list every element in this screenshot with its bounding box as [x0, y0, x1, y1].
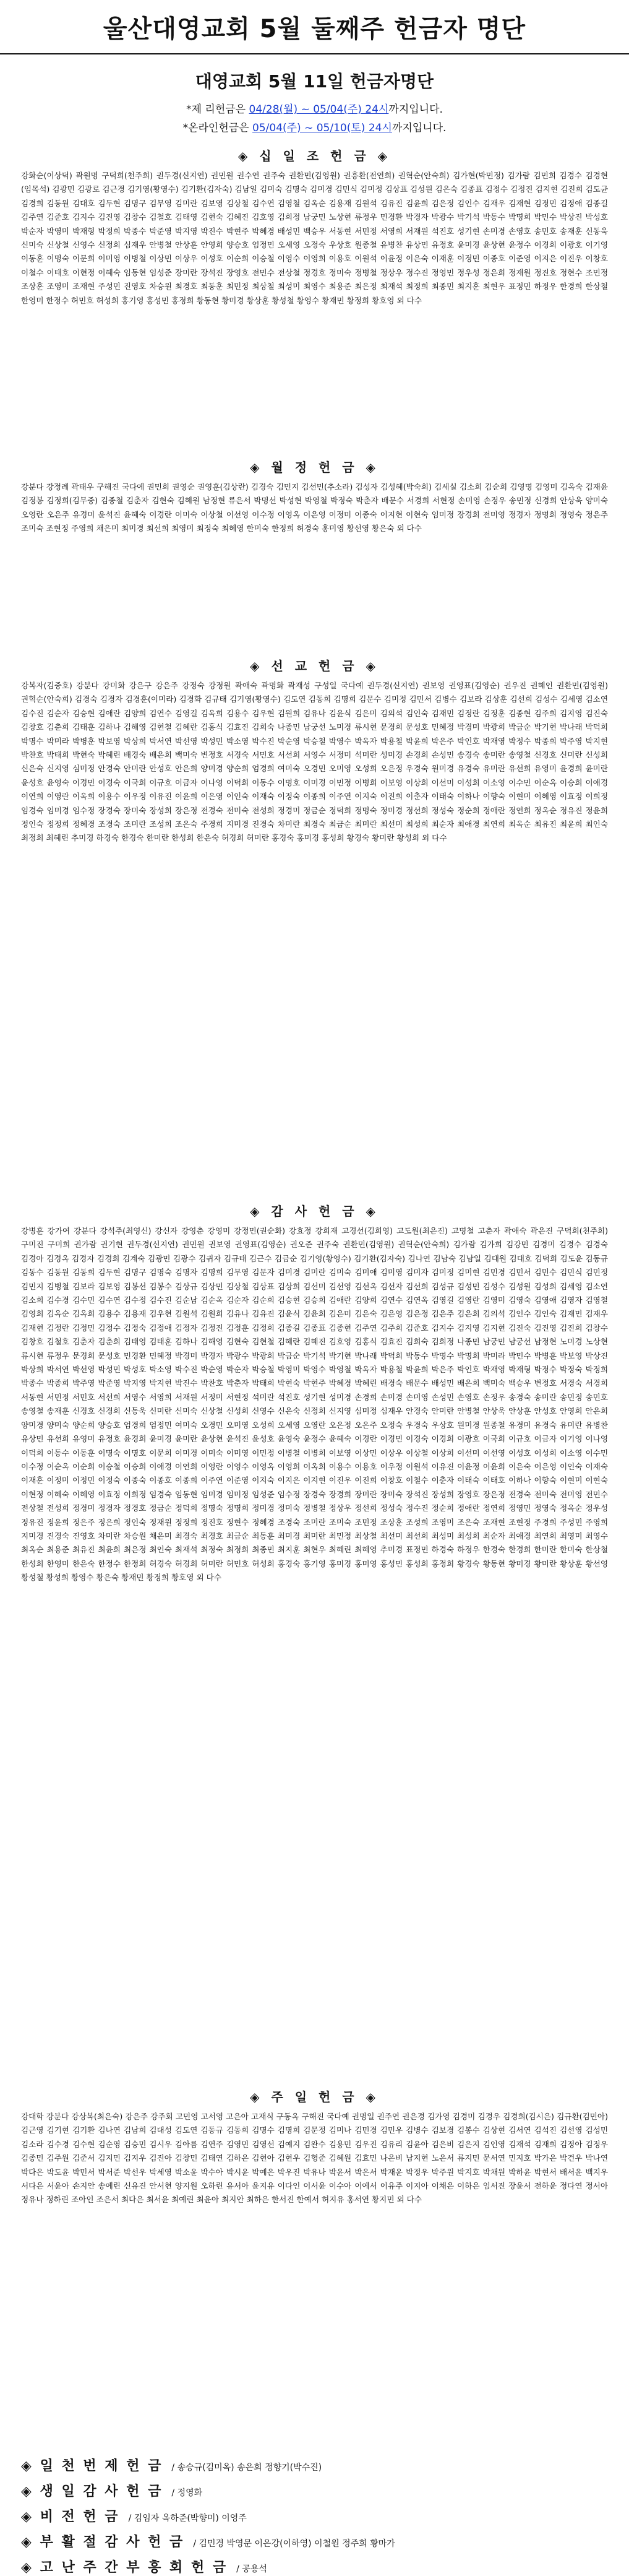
notice-online [21, 119, 608, 137]
extra-offering-row [21, 2455, 608, 2474]
section-heading: ◈ 감 사 헌 금 ◈ [250, 1204, 379, 1219]
extra-offering-row [21, 2557, 608, 2576]
notice-offering [21, 100, 608, 119]
extra-offering-label: ◈ 일 천 번 제 헌 금 [21, 2458, 163, 2474]
notice-suffix: 까지입니다. [392, 122, 447, 134]
special-offerings [21, 2455, 608, 2576]
section-heading: ◈ 선 교 헌 금 ◈ [250, 659, 379, 673]
section-heading: ◈ 십 일 조 헌 금 ◈ [237, 149, 392, 163]
extra-offering-row [21, 2506, 608, 2525]
notice-suffix: 까지입니다. [388, 103, 443, 116]
extra-offering-names: / 송승규(김미옥) 송은회 정향기(박수진) [171, 2463, 322, 2473]
donor-name-list: 강병훈 강가여 강분다 강석주(최영신) 강신자 강영춘 강영미 강정민(권순화) 강효정 강희재 고경선(김희영) 고도원(최은진) 고명철 고춘자 곽애숙 곽은진 구덕희(천주희) 구미진 구미희 권가람 권기현 권두경(신지연) 권민원 권보영 권영표(김영순) 권오준 권주숙 권환민(김영원) 권혁순(안숙희) 김가람 김가희 김강민 김경미 김경수 김경숙 김경아 김경옥 김경자 김경희 김계숙 김광민 김광수 김귀자 김규태 김근수 김금순 김기영(황영수) 김기환(김자숙) 김나연 김남숙 김남일 김대원 김대호 김덕희 김도윤 김동규 김동수 김동원 김동희 김두현 김명구 김명숙 김명자 김명희 김무영 김문자 김미경 김미란 김미숙 김미애 김미영 김미자 김미정 김미현 김민경 김민서 김민수 김민식 김민정 김민지 김병철 김보라 김보영 김봉선 김봉수 김상규 김상민 김상철 김상표 김상희 김선미 김선영 김선옥 김선자 김선희 김성규 김성민 김성수 김성원 김성희 김세영 김소연 김소희 김수경 김수민 김수연 김수정 김수진 김순남 김순옥 김순자 김순희 김승현 김승희 김애란 김양희 김연수 김연옥 김영길 김영란 김영미 김영숙 김영애 김영자 김영철 김영희 김옥순 김옥희 김용수 김용재 김우현 김원석 김원희 김유나 김유진 김윤식 김윤희 김은미 김은숙 김은영 김은정 김은주 김은희 김의석 김인수 김인숙 김재민 김재우 김재현 김정란 김정민 김정수 김정숙 김정애 김정자 김정진 김정훈 김정희 김종길 김종표 김종현 김주연 김주희 김준호 김지수 김지영 김지현 김진숙 김진영 김진희 김창수 김창호 김철호 김춘자 김춘희 김태영 김태훈 김하나 김해영 김현숙 김현철 김혜란 김혜진 김호영 김홍식 김효진 김희숙 김희정 나종민 남궁민 남궁선 남정현 노미경 노상현 류시현 류정우 문경희 문성호 민경환 민혜정 박경미 박경자 박광수 박광희 박금순 박기석 박기현 박나래 박덕희 박동수 박명수 박명희 박미라 박민수 박병훈 박보영 박상진 박상희 박서연 박선영 박성민 박성호 박소영 박수진 박순영 박순자 박승철 박영미 박영수 박영철 박옥자 박용철 박윤희 박은주 박인호 박재영 박재형 박정수 박정숙 박정희 박종수 박종희 박주영 박준영 박지영 박지현 박진수 박찬호 박춘자 박태희 박현숙 박현주 박혜경 박혜린 배경숙 배문수 배성민 배은희 백미숙 백승우 변정호 서경숙 서경희 서동현 서민정 서민호 서선희 서영수 서영희 서재원 서정미 서현정 석미란 석진호 성기현 성미경 손경희 손미경 손미영 손성민 손영호 손정우 송경숙 송미란 송민정 송민호 송영철 송재훈 신경호 신경희 신동욱 신미란 신미숙 신상철 신성희 신영수 신은숙 신정희 신지영 심미정 심재우 안경숙 안미란 안병철 안상욱 안상훈 안성호 안영희 안은희 양미경 양미숙 양순희 양승호 엄경희 엄정민 여미숙 오경민 오미영 오성희 오세영 오영란 오은정 오은주 오정숙 우경숙 우상호 원미경 원종철 유경미 유경숙 유미란 유병찬 유상민 유선희 유영미 유정호 윤경희 윤미경 윤미란 윤상현 윤석진 윤성호 윤영숙 윤정수 윤혜숙 이경란 이경민 이경숙 이경희 이광호 이국희 이규호 이금자 이기영 이나영 이덕희 이동수 이동훈 이명숙 이명호 이문희 이미경 이미숙 이미영 이민정 이병철 이병희 이보영 이상민 이상우 이상철 이상희 이선미 이선영 이성호 이성희 이소영 이수민 이수정 이순옥 이순희 이승철 이승희 이애경 이연희 이영란 이영수 이영옥 이영희 이옥희 이용수 이용호 이우정 이원석 이유진 이윤정 이윤희 이은숙 이은영 이인숙 이재숙 이재훈 이정미 이정민 이정숙 이종숙 이종호 이종희 이주연 이준영 이지숙 이지은 이지현 이진우 이진희 이창호 이철수 이춘자 이태숙 이태호 이하나 이향숙 이현미 이현숙 이현정 이혜숙 이혜영 이효정 이희정 임경숙 임동현 임미경 임미정 임성준 임수정 장경숙 장경희 장미란 장미숙 장석진 장성희 장영호 장은정 전경숙 전미숙 전미영 전민수 전상철 전성희 정경미 정경자 정경호 정금순 정덕희 정명숙 정명희 정미경 정미숙 정병철 정상우 정선희 정성숙 정수진 정순희 정애란 정연희 정영민 정영숙 정옥순 정우성 정유진 정윤희 정은주 정은희 정인숙 정재원 정정희 정진호 정현수 정혜경 조경숙 조미란 조미숙 조민정 조상훈 조성희 조영미 조은숙 조재현 조현정 주경희 주성민 주영희 지미경 진경숙 진영호 차미란 차승원 채은미 최경숙 최경호 최금순 최동훈 최미경 최미란 최민정 최상철 최선미 최선희 최성미 최성희 최순자 최애경 최연희 최영미 최영수 최옥순 최용준 최유진 최윤희 최은정 최인숙 최재석 최정숙 최정희 최종민 최지훈 최현우 최혜린 최혜영 추미경 표정민 하경숙 하정우 한경숙 한경희 한미란 한미숙 한상철 한성희 한영미 한은숙 한정수 한정희 허경숙 허경희 허미란 허민호 허성희 홍경숙 홍기영 홍미경 홍미영 홍성민 홍성희 홍정희 황경숙 황동현 황미경 황미란 황상훈 황선영 황성철 황성희 황영수 황은숙 황재민 황정희 황호영 외 다수 [21, 1226, 608, 1583]
donor-name-list: 강분다 강정례 곽태우 구해진 국다예 권민희 권영순 권영훈(김상란) 김경숙 김민지 김선민(추소라) 김성자 김성혜(박숙희) 김세실 김소희 김순희 김영명 김영미 김옥숙 김재윤 김정봉 김정희(김무중) 김종철 김춘자 김현숙 김혜원 남정현 류은서 박명선 박성현 박영철 박정숙 박춘자 배문수 서경희 서현정 손미영 손정우 송민정 신경희 안상욱 양미숙 오영란 오은주 유경미 윤석진 윤혜숙 이경란 이미숙 이상철 이선영 이수정 이영옥 이은영 이정미 이종숙 이지현 이현숙 임미정 장경희 전미영 정경자 정명희 정영숙 정은주 조미숙 조현정 주영희 채은미 최미경 최선희 최영미 최정숙 최혜영 한미숙 한정희 허경숙 홍미영 황선영 황은숙 외 다수 [21, 482, 608, 534]
extra-offering-row [21, 2531, 608, 2551]
section-heading: ◈ 주 일 헌 금 ◈ [250, 2090, 379, 2104]
donor-name-list: 강화순(이상덕) 곽원명 구덕희(천주희) 권두경(신지연) 권민원 권수연 권주숙 권환민(김영원) 권흥환(전연희) 권혁순(안숙희) 김가현(박민정) 김가람 김민희 김경수 김경현(임목석) 김광민 김광로 김근경 김기영(황영수) 김기환(김자숙) 김남일 김미숙 김명숙 김미경 김민식 김미정 김상표 김성원 김은숙 김종표 김정수 김정진 김지현 김진희 김도균 김경희 김동원 김대호 김두현 김명구 김무영 김미란 김보영 김상철 김수연 김영철 김옥순 김용재 김원석 김유진 김윤희 김은정 김인수 김재우 김재현 김정민 김정애 김종길 김주연 김준호 김지수 김진영 김창수 김철호 김태영 김현숙 김혜진 김호영 김희정 남궁민 노상현 류정우 민경환 박경자 박광수 박기석 박동수 박명희 박민수 박상진 박성호 박순자 박영미 박재형 박정희 박종수 박준영 박지영 박진수 박현주 박혜경 배성민 백승우 서동현 서민정 서영희 서재원 석진호 성기현 손미경 손영호 송민호 송재훈 신동욱 신미숙 신상철 신영수 신정희 심재우 안병철 안상훈 안영희 양승호 엄정민 오세영 오정숙 우상호 원종철 유병찬 유상민 유정호 윤미경 윤상현 윤정수 이경희 이광호 이기영 이동훈 이명숙 이문희 이미영 이병철 이상민 이상우 이성호 이순희 이승철 이영수 이영희 이용호 이원석 이윤정 이은숙 이재훈 이정민 이종호 이준영 이지은 이진우 이창호 이철수 이태호 이현정 이혜숙 임동현 임성준 장미란 장석진 장영호 전민수 전상철 정경호 정미숙 정병철 정상우 정수진 정영민 정우성 정은희 정재원 정진호 정현수 조민정 조상훈 조영미 조재현 주성민 진영호 차승원 최경호 최동훈 최민정 최상철 최성미 최영수 최용준 최은정 최재석 최정희 최종민 최지훈 최현우 표정민 하정우 한경희 한상철 한영미 한정수 허민호 허성희 홍기영 홍성민 홍정희 황동현 황미경 황상훈 황성철 황영수 황재민 황정희 황호영 외 다수 [21, 171, 608, 305]
section-heading: ◈ 월 정 헌 금 ◈ [250, 460, 379, 475]
extra-offering-names: / 정영화 [171, 2488, 203, 2498]
extra-offering-label: ◈ 비 전 헌 금 [21, 2509, 120, 2525]
notice-prefix: *제 리헌금은 [186, 103, 249, 116]
section-sunday-offering [21, 2087, 608, 2444]
page-title: 울산대영교회 5월 둘째주 헌금자 명단 [103, 14, 526, 43]
extra-offering-names: / 김임자 옥하준(박향미) 이영주 [128, 2513, 247, 2523]
notice-period: 04/28(월) ~ 05/04(주) 24시 [249, 103, 389, 116]
donor-name-list: 강복자(김중호) 강분다 강미화 강은구 강은주 강정숙 강정원 곽애숙 곽명화 곽재성 구성일 국다예 권두경(신지연) 권보영 권영표(김영순) 권우진 권혜인 권환민(김영원) 권혁순(안숙희) 김경숙 김경자 김경훈(이미라) 김경화 김규태 김기영(황영수) 김도연 김동희 김명희 김문수 김미정 김민서 김병수 김보라 김상훈 김선희 김성수 김세영 김소연 김수진 김순자 김승현 김애란 김양희 김연수 김영길 김옥희 김용수 김우현 김원희 김유나 김윤식 김은미 김의석 김인숙 김재민 김정란 김정훈 김종현 김주희 김지영 김진숙 김창호 김춘희 김태훈 김하나 김해영 김현철 김혜란 김홍식 김효진 김희숙 나종민 남궁선 노미경 류시현 문경희 문성호 민혜정 박경미 박광희 박금순 박기현 박나래 박덕희 박명수 박미라 박병훈 박보영 박상희 박서연 박선영 박성민 박소영 박수진 박순영 박승철 박영수 박옥자 박용철 박윤희 박은주 박인호 박재영 박정수 박종희 박주영 박지현 박찬호 박태희 박현숙 박혜린 배경숙 배은희 백미숙 변정호 서경숙 서민호 서선희 서영수 서정미 석미란 성미경 손경희 손성민 송경숙 송미란 송영철 신경호 신미란 신성희 신은숙 신지영 심미정 안경숙 안미란 안성호 안은희 양미경 양순희 엄경희 여미숙 오경민 오미영 오성희 오은정 우경숙 원미경 유경숙 유미란 유선희 유영미 윤경희 윤미란 윤성호 윤영숙 이경민 이경숙 이국희 이규호 이금자 이나영 이덕희 이동수 이명호 이미경 이민정 이병희 이보영 이상희 이선미 이성희 이소영 이수민 이순옥 이승희 이애경 이연희 이영란 이옥희 이용수 이우정 이유진 이윤희 이은영 이인숙 이재숙 이정숙 이종희 이주연 이지숙 이진희 이춘자 이태숙 이하나 이향숙 이현미 이혜영 이효정 이희정 임경숙 임미경 임수정 장경숙 장미숙 장성희 장은정 전경숙 전미숙 전성희 정경미 정금순 정덕희 정명숙 정미경 정선희 정성숙 정순희 정애란 정연희 정옥순 정유진 정윤희 정인숙 정정희 정혜경 조경숙 조미란 조성희 조은숙 주경희 지미경 진경숙 차미란 최경숙 최금순 최미란 최선미 최성희 최순자 최애경 최연희 최옥순 최유진 최윤희 최인숙 최정희 최혜린 추미경 하경숙 한경숙 한미란 한성희 한은숙 허경희 허미란 홍경숙 홍미경 홍성희 황경숙 황미란 황성희 외 다수 [21, 681, 608, 843]
extra-offering-names: / 공용석 [236, 2564, 267, 2574]
extra-offering-label: ◈ 생 일 감 사 헌 금 [21, 2484, 163, 2499]
section-thanksgiving-offering [21, 1201, 608, 2078]
extra-offering-label: ◈ 부 활 절 감 사 헌 금 [21, 2535, 185, 2550]
notice-prefix: *온라인헌금은 [182, 122, 253, 134]
section-tithe [21, 146, 608, 449]
donor-name-list: 강대학 강분다 강상복(최은숙) 강은주 강주회 고민영 고서영 고은아 고재식 구동옥 구해진 국다예 권명일 권주연 권은경 김가영 김경미 김경우 김경희(김시은) 김규환(김민아) 김근영 김기현 김기환 김나연 김남희 김대성 김도연 김동규 김동희 김명수 김명희 김문정 김미나 김민경 김민우 김병수 김보경 김봉수 김상현 김서연 김석진 김선영 김성민 김소라 김수경 김수현 김순영 김승민 김시우 김아름 김연주 김영민 김영선 김예지 김완수 김용민 김우진 김유리 김윤아 김은비 김은지 김인영 김재석 김재희 김정아 김정우 김종민 김주원 김준서 김지민 김지우 김진아 김창민 김태연 김하은 김현아 김현우 김형준 김혜원 김효민 나은비 남지현 노은서 류지민 문서연 민지호 박가은 박건우 박나연 박다은 박도윤 박민서 박서준 박선우 박세영 박소윤 박수아 박시윤 박예은 박우진 박유나 박윤서 박은서 박재윤 박정우 박주원 박지호 박채원 박하윤 박현서 배서윤 백지우 서다은 서윤아 손지안 송예린 신유진 안서현 양지원 오하린 유서아 윤지유 이다인 이서윤 이수아 이예서 이유주 이지아 이채은 이하은 임서진 장윤서 전하윤 정다연 정서아 정유나 정하린 조아인 조은서 최다은 최서윤 최예린 최윤아 최지안 최하은 한서진 한예서 허지유 홍서연 황지민 외 다수 [21, 2112, 608, 2205]
extra-offering-label: ◈ 고 난 주 간 부 흥 회 헌 금 [21, 2560, 228, 2575]
title-banner [0, 0, 629, 54]
extra-offering-names: / 김민경 박영문 이은강(이하영) 이철원 정주희 황마가 [193, 2539, 395, 2549]
notice-block [21, 100, 608, 137]
section-monthly-offering [21, 457, 608, 647]
extra-offering-row [21, 2481, 608, 2500]
sub-title: 대영교회 5월 11일 헌금자명단 [195, 71, 434, 92]
section-mission-offering [21, 656, 608, 1193]
notice-period: 05/04(주) ~ 05/10(토) 24시 [252, 122, 392, 134]
